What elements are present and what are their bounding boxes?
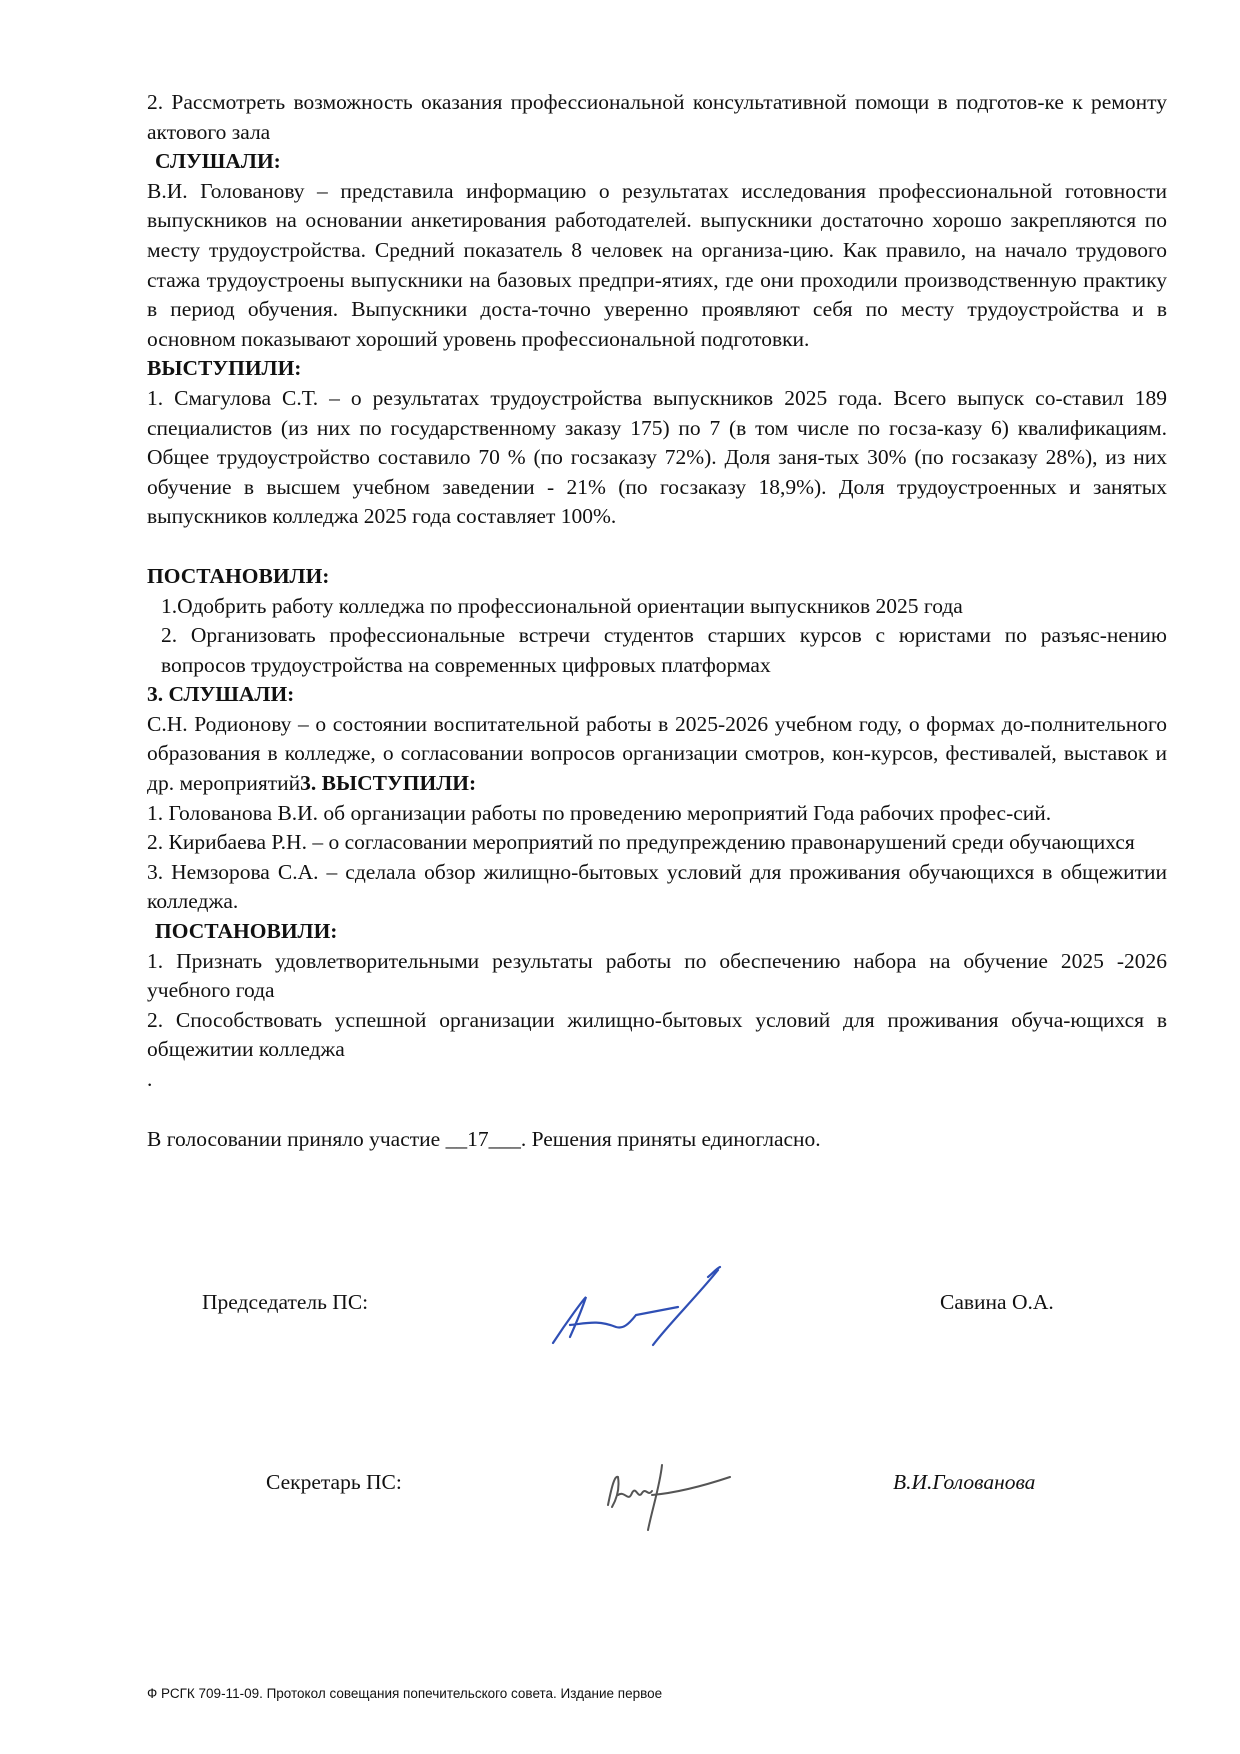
resolved-heading: ПОСТАНОВИЛИ: — [147, 563, 330, 588]
chair-signature-icon — [548, 1265, 758, 1350]
section3-spoke-heading: 3. ВЫСТУПИЛИ: — [300, 771, 477, 796]
spacer — [147, 532, 1167, 562]
spoke-item: 3. Немзорова С.А. – сделала обзор жилищно-бытовых условий для проживания обучающихся в общежитии колледжа. — [147, 859, 1167, 914]
secretary-label: Секретарь ПС: — [266, 1470, 402, 1494]
intro-item: 2. Рассмотреть возможность оказания профессиональной консультативной помощи в подготов-ке к ремонту актового зала — [147, 90, 1167, 144]
voting-count: __17___ — [445, 1126, 521, 1151]
section3-heard-heading: 3. СЛУШАЛИ: — [147, 682, 295, 707]
heard-text-span: С.Н. Родионову – о состоянии воспитательной работы в 2025-2026 учебном году, о формах до-полнительного образования в колледже, о согласовании вопросов организации смотров, кон-курсов, фестивалей, выставок и др. мероприятий — [147, 711, 1167, 796]
spoke-item: 2. Кирибаева Р.Н. – о согласовании мероприятий по предупреждению правонарушений среди обучающихся — [147, 830, 1135, 855]
resolved-item: 1. Признать удовлетворительными результаты работы по обеспечению набора на обучение 2025 -2026 учебного года — [147, 948, 1167, 1003]
voting-suffix: . Решения приняты единогласно. — [520, 1126, 821, 1151]
section3-resolved-heading: ПОСТАНОВИЛИ: — [155, 919, 338, 944]
secretary-signature-icon — [600, 1455, 760, 1535]
spacer — [147, 1095, 1167, 1125]
voting-prefix: В голосовании приняло участие — [147, 1126, 446, 1151]
resolved-item: 2. Организовать профессиональные встречи студентов старших курсов с юристами по разъяс-нению вопросов трудоустройства на современных цифровых платформах — [161, 623, 1167, 677]
chair-name: Савина О.А. — [940, 1290, 1054, 1314]
chair-label: Председатель ПС: — [202, 1290, 369, 1314]
resolved-item: 2. Способствовать успешной организации жилищно-бытовых условий для проживания обуча-ющихся в общежитии колледжа — [147, 1007, 1167, 1062]
voting-line — [147, 1125, 1167, 1155]
heard-text: В.И. Голованову – представила информацию о результатах исследования профессиональной готовности выпускников на основании анкетирования работодателей. выпускники достаточно хорошо закрепляются по месту трудоустройства. Средний показатель 8 человек на организа-цию. Как правило, на начало трудового стажа трудоустроены выпускники на базовых предпри-ятиях, где они проходили производственную практику в период обучения. Выпускники доста-точно уверенно проявляют себя по месту трудоустройства и в основном показывают хороший уровень профессиональной подготовки. — [147, 178, 1167, 351]
secretary-name: В.И.Голованова — [893, 1470, 1036, 1494]
document-footer: Ф РСГК 709-11-09. Протокол совещания попечительского совета. Издание первое — [147, 1686, 663, 1701]
heard-heading: СЛУШАЛИ: — [155, 149, 281, 174]
spoke-heading: ВЫСТУПИЛИ: — [147, 356, 302, 381]
spoke-text: 1. Смагулова С.Т. – о результатах трудоустройства выпускников 2025 года. Всего выпуск со-ставил 189 специалистов (из них по государственному заказу 175) по 7 (в том числе по госза-казу 6) квалификациям. Общее трудоустройство составило 70 % (по госзаказу 72%). Доля заня-тых 30% (по госзаказу 28%), из них обучение в высшем учебном заведении - 21% (по госзаказу 18,9%). Доля трудоустроенных и занятых выпускников колледжа 2025 года составляет 100%. — [147, 385, 1167, 529]
document-body — [147, 88, 1167, 1154]
spoke-item: 1. Голованова В.И. об организации работы по проведению мероприятий Года рабочих профес-сий. — [147, 800, 1052, 825]
trailing-dot: . — [147, 1067, 153, 1091]
section3-heard-text — [147, 710, 1167, 799]
resolved-item: 1.Одобрить работу колледжа по профессиональной ориентации выпускников 2025 года — [161, 593, 963, 618]
